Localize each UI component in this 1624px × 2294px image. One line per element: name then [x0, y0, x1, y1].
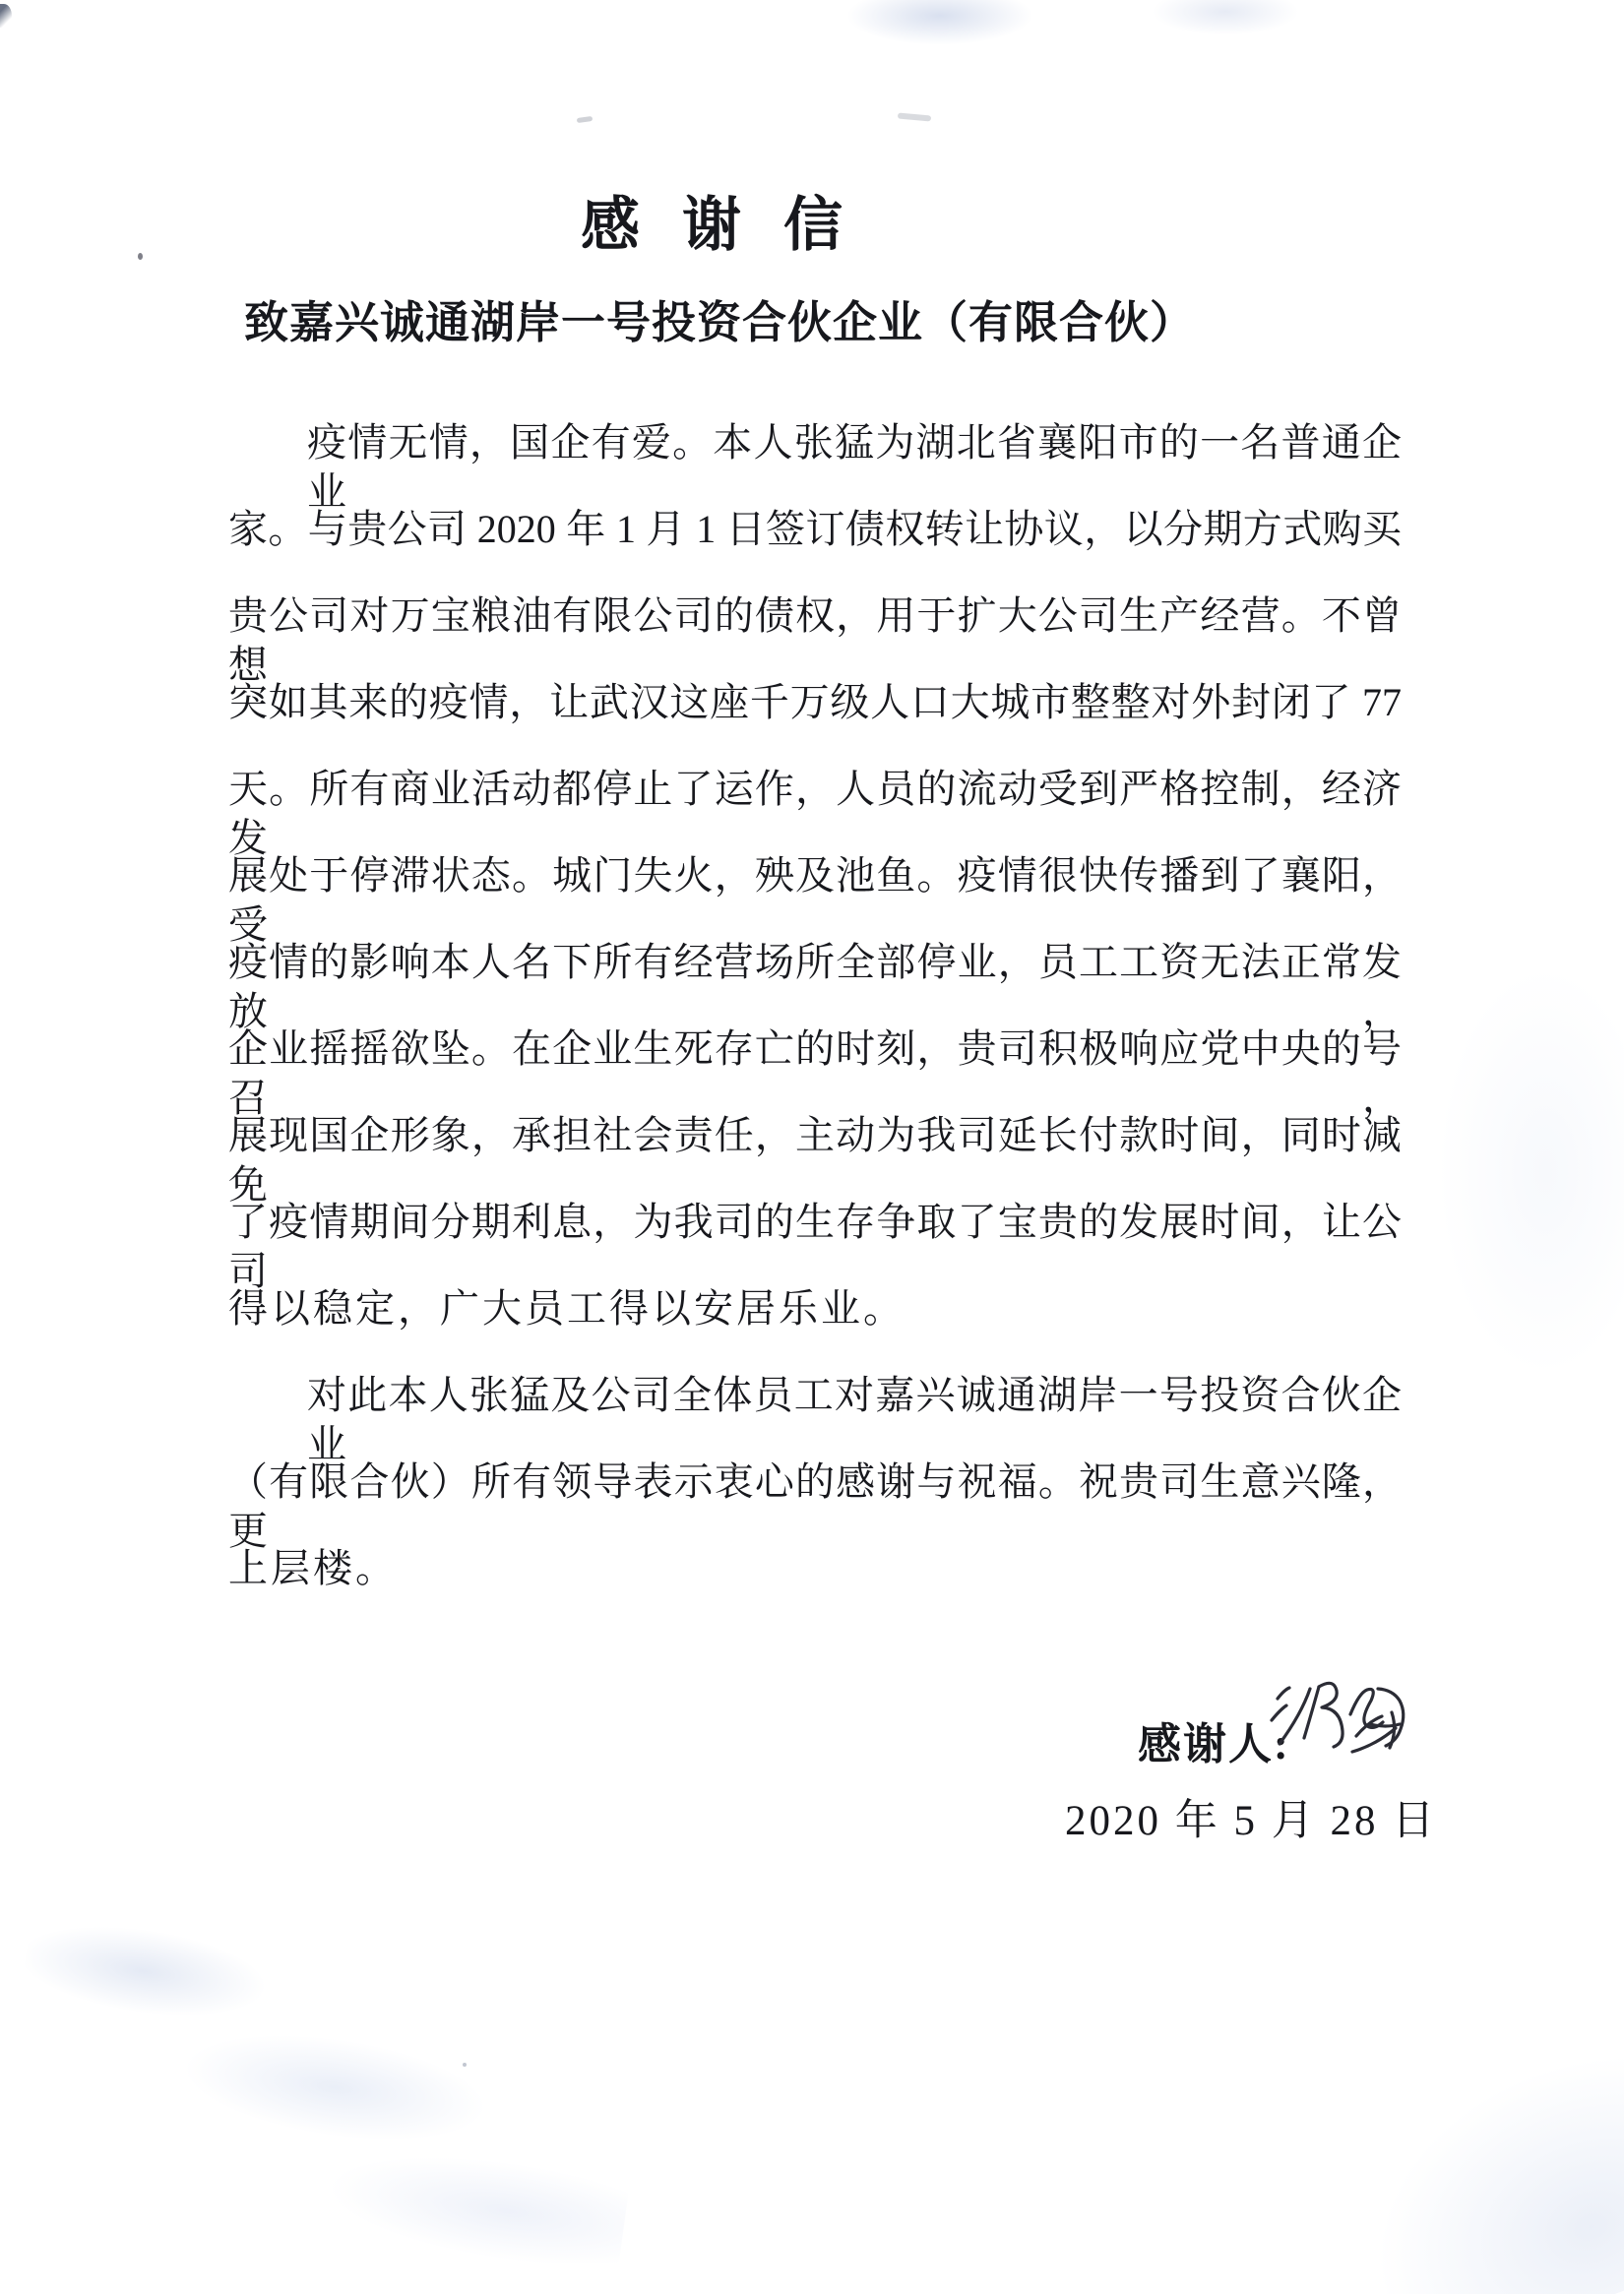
body-line: 突如其来的疫情，让武汉这座千万级人口大城市整整对外封闭了 77 [228, 680, 1402, 724]
date-line: 2020 年 5 月 28 日 [1065, 1798, 1438, 1844]
scan-smudge-bottom [0, 1887, 659, 2294]
scan-smudge-bottom [1328, 2040, 1624, 2294]
body-line: 疫情的影响本人名下所有经营场所全部停业，员工工资无法正常发放， [228, 940, 1402, 1033]
body-line: 得以稳定，广大员工得以安居乐业。 [228, 1286, 906, 1331]
letter-title: 感 谢 信 [581, 193, 856, 258]
scan-smudge-top [1152, 0, 1299, 35]
salutation-line: 致嘉兴诚通湖岸一号投资合伙企业（有限合伙） [244, 298, 1196, 347]
body-line: 展处于停滞状态。城门失火，殃及池鱼。疫情很快传播到了襄阳，受 [228, 853, 1402, 947]
scan-smudge-right [1437, 964, 1624, 1378]
body-line: 企业摇摇欲坠。在企业生死存亡的时刻，贵司积极响应党中央的号召， [228, 1026, 1402, 1120]
body-line: 了疫情期间分期利息，为我司的生存争取了宝贵的发展时间，让公司 [228, 1200, 1402, 1293]
body-line: 对此本人张猛及公司全体员工对嘉兴诚通湖岸一号投资合伙企业 [307, 1373, 1402, 1466]
scan-smudge-top [846, 0, 1033, 45]
body-line: 家。与贵公司 2020 年 1 月 1 日签订债权转让协议，以分期方式购买 [228, 507, 1402, 551]
closing-label: 感谢人: [1138, 1720, 1290, 1768]
body-line: 贵公司对万宝粮油有限公司的债权，用于扩大公司生产经营。不曾想 [228, 593, 1402, 687]
signature-handwriting [1268, 1673, 1415, 1771]
body-line: 天。所有商业活动都停止了运作，人员的流动受到严格控制，经济发 [228, 767, 1402, 860]
body-line: 上层楼。 [228, 1546, 398, 1590]
scan-ghost-mark [898, 113, 931, 122]
body-line: （有限合伙）所有领导表示衷心的感谢与祝福。祝贵司生意兴隆，更 [228, 1459, 1402, 1553]
scan-speck [463, 2063, 467, 2067]
body-line: 展现国企形象，承担社会责任，主动为我司延长付款时间，同时减免 [228, 1113, 1402, 1207]
scan-ghost-mark [577, 116, 593, 123]
body-line: 疫情无情，国企有爱。本人张猛为湖北省襄阳市的一名普通企业 [307, 420, 1402, 514]
scan-corner-mark [0, 4, 12, 28]
